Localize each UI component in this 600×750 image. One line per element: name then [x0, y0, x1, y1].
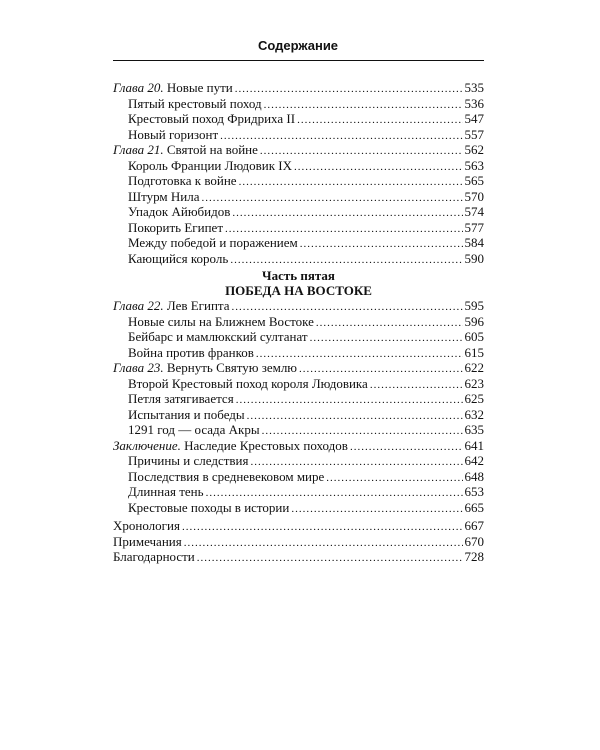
- toc-entry: [113, 549, 484, 565]
- toc-leader-dots: [247, 409, 463, 425]
- toc-entry-label: [128, 189, 200, 205]
- toc-entry-text: Упадок Айюбидов: [128, 204, 231, 219]
- toc-entry-text: Лев Египта: [163, 298, 230, 313]
- toc-entry: [113, 127, 484, 143]
- page-header-title: Содержание: [257, 38, 339, 53]
- toc-leader-dots: [232, 206, 462, 222]
- toc-entry: [113, 189, 484, 205]
- toc-entry-prefix: Заключение.: [113, 437, 181, 453]
- toc-leader-dots: [294, 160, 463, 176]
- toc-leader-dots: [202, 191, 463, 207]
- toc-entry-text: Пятый крестовый поход: [128, 95, 262, 111]
- toc-leader-dots: [230, 253, 462, 269]
- toc-entry-text: Новые силы на Ближнем Востоке: [128, 313, 314, 329]
- toc-entry-text: Петля затягивается: [128, 391, 234, 406]
- toc-entry-label: [113, 518, 180, 534]
- toc-entry-text: Испытания и победы: [128, 406, 245, 422]
- toc-entry-prefix: Глава 20.: [113, 80, 164, 95]
- toc-leader-dots: [235, 82, 463, 98]
- toc-entry-prefix: Глава 22.: [113, 298, 164, 313]
- toc-entry-text: 1291 год — осада Акры: [128, 422, 260, 437]
- toc-entry: [113, 469, 484, 485]
- toc-page-number: 574: [464, 204, 484, 219]
- toc-entry-label: [128, 422, 260, 438]
- toc-entry-text: Примечания: [113, 533, 182, 549]
- toc-entry: [113, 518, 484, 534]
- toc-leader-dots: [197, 551, 463, 567]
- toc-page-number: 557: [464, 126, 484, 142]
- toc-page-number: 622: [464, 360, 484, 375]
- header-rule: [113, 60, 484, 61]
- toc-page-number: 570: [464, 188, 484, 204]
- toc-page-number: 665: [464, 499, 484, 515]
- toc-entry-text: Крестовые походы в истории: [128, 499, 290, 515]
- toc-entry-label: [128, 220, 223, 236]
- toc-page-number: 536: [464, 95, 484, 111]
- toc-entry-label: [113, 438, 348, 454]
- toc-entry-text: Длинная тень: [128, 484, 204, 499]
- toc-page-number: 728: [464, 549, 484, 564]
- toc-entry-label: [128, 329, 308, 345]
- toc-entry: [113, 142, 484, 158]
- toc-entry-label: [128, 391, 234, 407]
- toc-page-number: 565: [464, 173, 484, 188]
- toc-page-number: 595: [464, 298, 484, 313]
- toc-entry-text: Покорить Египет: [128, 219, 223, 235]
- toc-page-number: 535: [464, 80, 484, 95]
- toc-entry: [113, 80, 484, 96]
- toc-leader-dots: [291, 502, 462, 518]
- toc-entry: [113, 407, 484, 423]
- toc-entry-text: Наследие Крестовых походов: [180, 437, 348, 453]
- toc-page-number: 547: [464, 111, 484, 126]
- toc-page-number: 642: [464, 453, 484, 468]
- toc-entry-label: [128, 96, 262, 112]
- toc-page-number: 596: [464, 313, 484, 329]
- toc-entry: [113, 220, 484, 236]
- toc-page-number: 563: [464, 157, 484, 173]
- toc-entry: [113, 438, 484, 454]
- toc-page-number: 641: [464, 437, 484, 453]
- toc-entry: [113, 251, 484, 267]
- toc-entry-label: [128, 127, 218, 143]
- toc-entry-label: [128, 453, 249, 469]
- toc-entry-text: Кающийся король: [128, 250, 229, 266]
- toc-page-number: 615: [464, 344, 484, 360]
- toc-entry-label: [128, 376, 368, 392]
- toc-leader-dots: [326, 471, 462, 487]
- toc-entry-label: [113, 360, 297, 376]
- toc-entry: [113, 453, 484, 469]
- toc-entry: [113, 484, 484, 500]
- toc-leader-dots: [300, 237, 463, 253]
- toc-leader-dots: [370, 378, 463, 394]
- toc-entry-prefix: Глава 21.: [113, 142, 164, 157]
- toc-entry-text: Подготовка к войне: [128, 173, 237, 188]
- toc-entry-label: [128, 484, 204, 500]
- toc-entry-label: [128, 469, 324, 485]
- toc-entry-label: [113, 298, 230, 314]
- toc-page-number: 605: [464, 329, 484, 344]
- toc-entry: [113, 391, 484, 407]
- toc-leader-dots: [310, 331, 463, 347]
- toc-page-number: 635: [464, 422, 484, 437]
- toc-leader-dots: [316, 316, 463, 332]
- toc-entry-text: Новый горизонт: [128, 126, 219, 142]
- part-number-heading: Часть пятая: [262, 268, 335, 283]
- toc-section-chapters-22-23: [113, 298, 484, 515]
- toc-leader-dots: [239, 175, 463, 191]
- toc-page-number: 648: [464, 468, 484, 484]
- toc-entry-text: Второй Крестовый поход короля Людовика: [128, 375, 368, 391]
- toc-entry-text: Между победой и поражением: [128, 235, 298, 250]
- toc-page-number: 632: [464, 406, 484, 422]
- toc-entry: [113, 345, 484, 361]
- toc-entry-text: Последствия в средневековом мире: [128, 468, 325, 484]
- toc-entry: [113, 376, 484, 392]
- toc-page-number: 667: [464, 518, 484, 533]
- toc-entry-text: Король Франции Людовик IX: [128, 157, 292, 173]
- toc-entry: [113, 422, 484, 438]
- toc-entry-text: Крестовый поход Фридриха II: [128, 111, 296, 126]
- toc-entry: [113, 204, 484, 220]
- toc-entry-label: [113, 142, 258, 158]
- toc-leader-dots: [297, 113, 462, 129]
- toc-entry: [113, 173, 484, 189]
- toc-entry-label: [128, 111, 295, 127]
- toc-entry-label: [128, 500, 289, 516]
- part-title-heading: ПОБЕДА НА ВОСТОКЕ: [225, 283, 372, 298]
- toc-entry: [113, 235, 484, 251]
- toc-entry-label: [128, 158, 292, 174]
- toc-page-number: 670: [464, 533, 484, 549]
- toc-page-number: 590: [464, 250, 484, 266]
- toc-entry-text: Благодарности: [113, 549, 195, 564]
- toc-entry-label: [128, 345, 254, 361]
- toc-entry-text: Новые пути: [163, 80, 233, 95]
- toc-entry-text: Бейбарс и мамлюкский султанат: [128, 329, 308, 344]
- toc-entry: [113, 314, 484, 330]
- toc-entry-label: [128, 251, 228, 267]
- toc-entry-prefix: Глава 23.: [113, 360, 164, 375]
- toc-entry-text: Штурм Нила: [128, 188, 200, 204]
- toc-page-number: 623: [464, 375, 484, 391]
- toc-entry-text: Причины и следствия: [128, 453, 249, 468]
- toc-leader-dots: [182, 520, 463, 536]
- toc-section-appendices: [113, 518, 484, 565]
- toc-page-number: 577: [464, 219, 484, 235]
- toc-entry-label: [128, 173, 237, 189]
- toc-entry: [113, 298, 484, 314]
- toc-entry-text: Война против франков: [128, 344, 254, 360]
- toc-page-number: 584: [464, 235, 484, 250]
- toc-entry: [113, 158, 484, 174]
- toc-entry: [113, 96, 484, 112]
- toc-page-number: 562: [464, 142, 484, 157]
- toc-entry-label: [128, 204, 230, 220]
- toc-page-number: 625: [464, 391, 484, 406]
- toc-entry: [113, 500, 484, 516]
- toc-entry-text: Хронология: [113, 518, 180, 533]
- toc-section-chapters-20-21: [113, 80, 484, 266]
- toc-leader-dots: [350, 440, 463, 456]
- toc-entry: [113, 534, 484, 550]
- toc-leader-dots: [184, 536, 463, 552]
- toc-entry: [113, 329, 484, 345]
- toc-entry-label: [113, 549, 195, 565]
- toc-entry-text: Вернуть Святую землю: [163, 360, 298, 375]
- toc-entry-text: Святой на войне: [163, 142, 258, 157]
- toc-entry-label: [128, 407, 245, 423]
- toc-entry: [113, 360, 484, 376]
- toc-entry-label: [113, 534, 182, 550]
- toc-page-number: 653: [464, 484, 484, 499]
- toc-leader-dots: [236, 393, 463, 409]
- toc-entry-label: [128, 235, 298, 251]
- toc-entry: [113, 111, 484, 127]
- toc-entry-label: [128, 314, 314, 330]
- toc-entry-label: [113, 80, 233, 96]
